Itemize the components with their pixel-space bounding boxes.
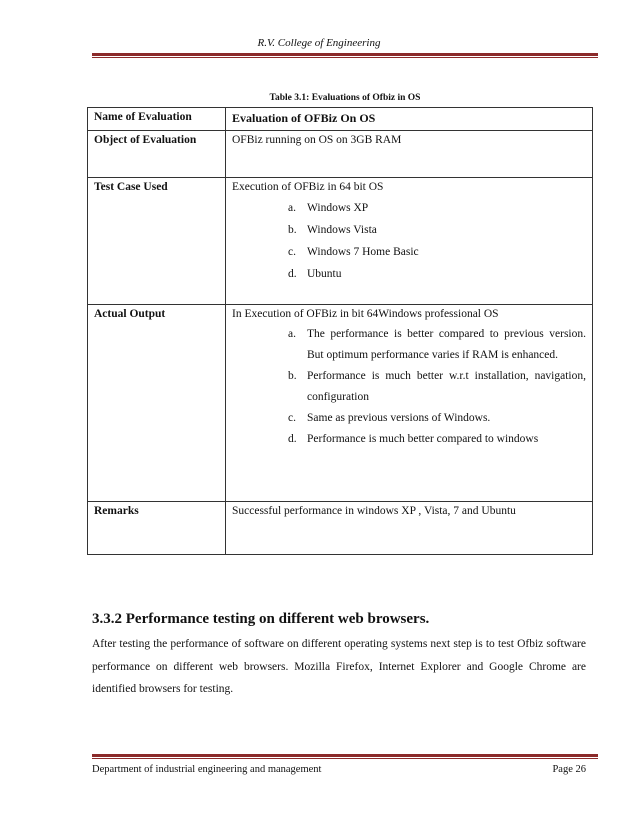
- actual-output-value-cell: [226, 305, 593, 502]
- list-marker: b.: [288, 370, 297, 382]
- section-paragraph: After testing the performance of software on different operating systems next step is to test Ofbiz software performance on different web browsers. Mozilla Firefox, Internet Explorer and Google Chrome are identified browsers for testing.: [92, 638, 586, 695]
- list-text: Performance is much better w.r.t installation, navigation, configuration: [307, 370, 586, 403]
- page-header-title: R.V. College of Engineering: [257, 37, 381, 49]
- remarks-row: [88, 502, 593, 555]
- footer-rule-thin: [92, 758, 598, 759]
- list-text: Windows 7 Home Basic: [307, 246, 419, 258]
- table-header-row: [88, 108, 593, 131]
- list-text: Ubuntu: [307, 268, 342, 280]
- list-marker: c.: [288, 246, 296, 258]
- list-item: [232, 197, 586, 219]
- list-item: [232, 366, 586, 408]
- remarks-label-cell: Remarks: [88, 502, 226, 555]
- section-title: 3.3.2 Performance testing on different web browsers.: [92, 611, 430, 627]
- list-marker: a.: [288, 328, 296, 340]
- list-text: Windows Vista: [307, 224, 377, 236]
- actual-output-row: [88, 305, 593, 502]
- list-marker: c.: [288, 412, 296, 424]
- list-item: [232, 219, 586, 241]
- list-item: [232, 429, 586, 450]
- remarks-value-cell: Successful performance in windows XP , Vista, 7 and Ubuntu: [226, 502, 593, 555]
- test-case-label-cell: Test Case Used: [88, 178, 226, 305]
- list-text: Same as previous versions of Windows.: [307, 412, 491, 424]
- header-rule-thin: [92, 57, 598, 58]
- test-case-value-cell: [226, 178, 593, 305]
- header-rule: [92, 53, 598, 56]
- list-marker: d.: [288, 268, 297, 280]
- actual-output-list: [232, 324, 586, 450]
- list-text: The performance is better compared to previous version. But optimum performance varies if RAM is enhanced.: [307, 328, 586, 361]
- footer-rule: [92, 754, 598, 757]
- footer-page-number: Page 26: [552, 764, 586, 775]
- list-item: [232, 324, 586, 366]
- list-item: [232, 408, 586, 429]
- list-item: [232, 263, 586, 285]
- list-marker: b.: [288, 224, 297, 236]
- object-label-cell: Object of Evaluation: [88, 131, 226, 178]
- list-text: Windows XP: [307, 202, 369, 214]
- actual-output-intro: In Execution of OFBiz in bit 64Windows professional OS: [232, 308, 499, 320]
- list-item: [232, 241, 586, 263]
- object-row: [88, 131, 593, 178]
- actual-output-label-cell: Actual Output: [88, 305, 226, 502]
- list-text: Performance is much better compared to windows: [307, 433, 539, 445]
- test-case-intro: Execution of OFBiz in 64 bit OS: [232, 181, 384, 193]
- object-value-cell: OFBiz running on OS on 3GB RAM: [226, 131, 593, 178]
- footer-department: Department of industrial engineering and management: [92, 764, 322, 775]
- table-caption: Table 3.1: Evaluations of Ofbiz in OS: [269, 93, 421, 103]
- test-case-list: [232, 197, 586, 285]
- test-case-row: [88, 178, 593, 305]
- evaluation-table: [87, 107, 593, 555]
- list-marker: d.: [288, 433, 297, 445]
- header-value-cell: Evaluation of OFBiz On OS: [226, 108, 593, 131]
- header-label-cell: Name of Evaluation: [88, 108, 226, 131]
- list-marker: a.: [288, 202, 296, 214]
